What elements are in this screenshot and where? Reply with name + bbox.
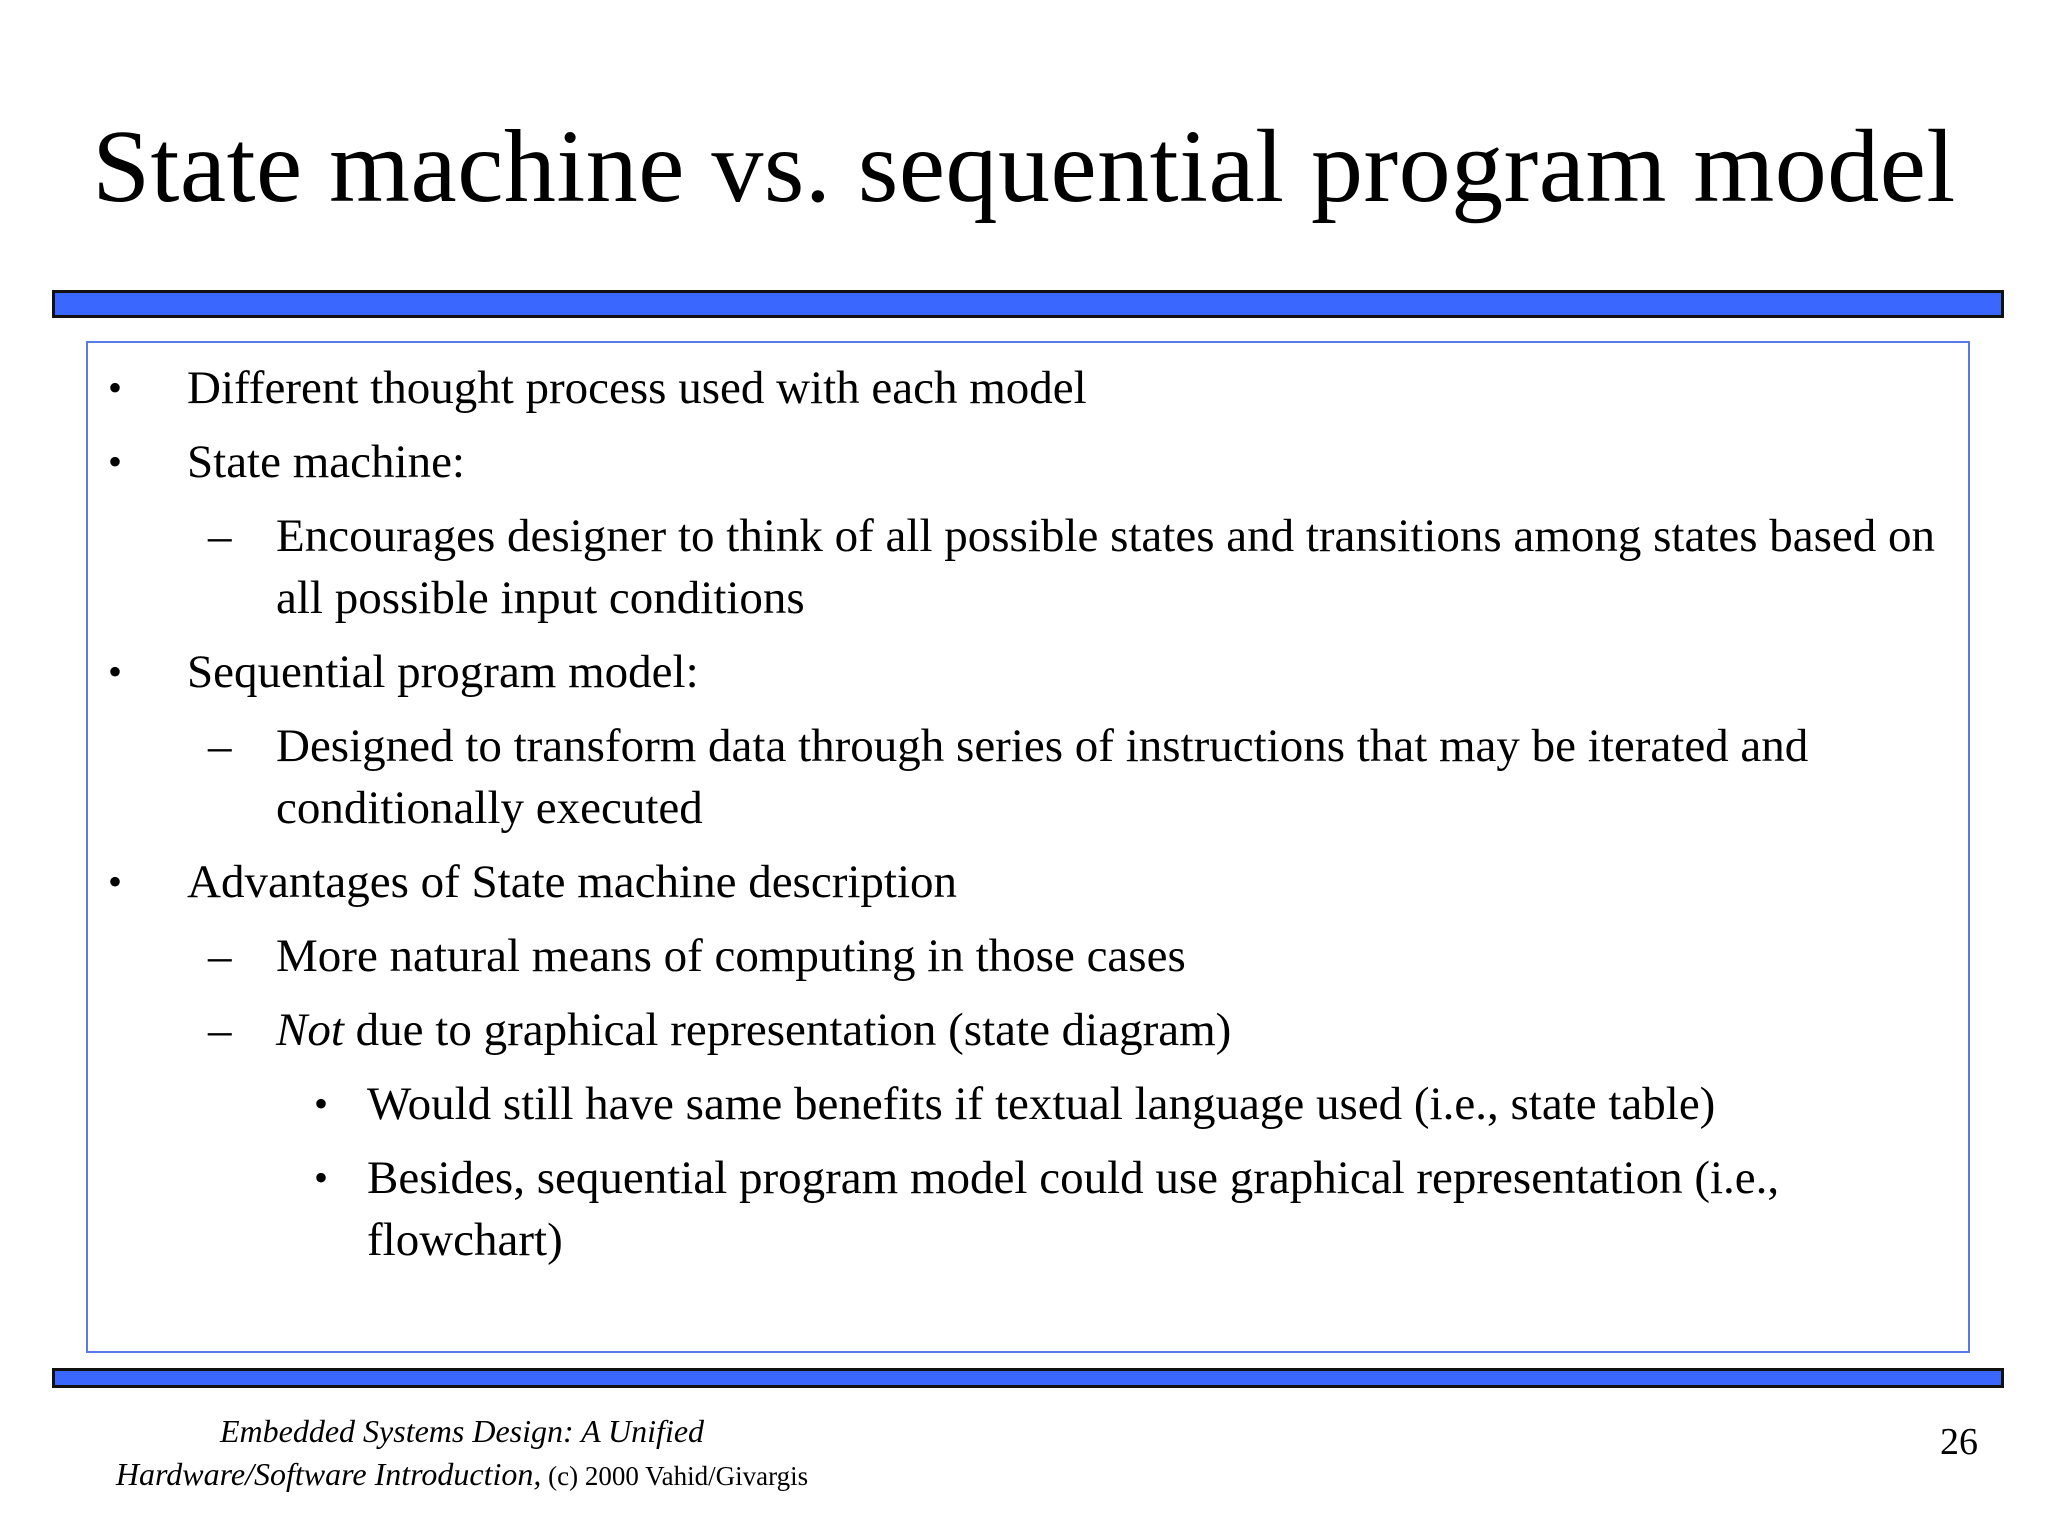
list-item bbox=[88, 505, 1968, 629]
list-item-text: Would still have same benefits if textual language used (i.e., state table) bbox=[367, 1078, 1716, 1130]
bullet-marker: • bbox=[108, 859, 123, 904]
bullet-marker: • bbox=[108, 439, 123, 484]
content-box bbox=[86, 341, 1970, 1353]
list-item bbox=[88, 715, 1968, 839]
dash-marker: – bbox=[208, 1004, 232, 1056]
page-number: 26 bbox=[1940, 1421, 1978, 1463]
bullet-marker: • bbox=[108, 365, 123, 410]
dash-marker: – bbox=[208, 720, 232, 772]
list-item-text: State machine: bbox=[187, 436, 465, 488]
bullet-marker: • bbox=[314, 1155, 329, 1200]
list-item-text: Advantages of State machine description bbox=[187, 856, 958, 908]
list-item bbox=[88, 641, 1968, 703]
footer-credit-line-2 bbox=[72, 1453, 852, 1498]
list-item bbox=[88, 357, 1968, 419]
list-item-text: Different thought process used with each model bbox=[187, 362, 1087, 414]
list-item bbox=[88, 925, 1968, 987]
list-item bbox=[88, 1147, 1968, 1271]
top-rule-bar bbox=[52, 290, 2004, 318]
footer-copyright: (c) 2000 Vahid/Givargis bbox=[541, 1461, 809, 1491]
list-item-text: Sequential program model: bbox=[187, 646, 699, 698]
dash-marker: – bbox=[208, 510, 232, 562]
list-item-text: due to graphical representation (state diagram) bbox=[343, 1004, 1232, 1056]
footer-book-title: Hardware/Software Introduction, bbox=[115, 1456, 542, 1492]
list-item bbox=[88, 431, 1968, 493]
emphasis-text: Not bbox=[276, 1004, 344, 1056]
bottom-rule-bar bbox=[52, 1368, 2004, 1388]
footer-credit-line-1: Embedded Systems Design: A Unified bbox=[219, 1413, 705, 1449]
dash-marker: – bbox=[208, 930, 232, 982]
list-item-text: Designed to transform data through series of instructions that may be iterated and conditionally executed bbox=[276, 720, 1809, 834]
list-item-text: Encourages designer to think of all possible states and transitions among states based on all possible input conditions bbox=[276, 510, 1936, 624]
list-item bbox=[88, 1073, 1968, 1135]
list-item bbox=[88, 999, 1968, 1061]
list-item-text: Besides, sequential program model could use graphical representation (i.e., flowchart) bbox=[367, 1152, 1780, 1266]
slide-title: State machine vs. sequential program model bbox=[92, 109, 1956, 224]
bullet-list bbox=[88, 357, 1968, 1283]
footer-credit bbox=[72, 1410, 852, 1498]
list-item bbox=[88, 851, 1968, 913]
bullet-marker: • bbox=[314, 1081, 329, 1126]
list-item-text: More natural means of computing in those cases bbox=[276, 930, 1186, 982]
bullet-marker: • bbox=[108, 649, 123, 694]
